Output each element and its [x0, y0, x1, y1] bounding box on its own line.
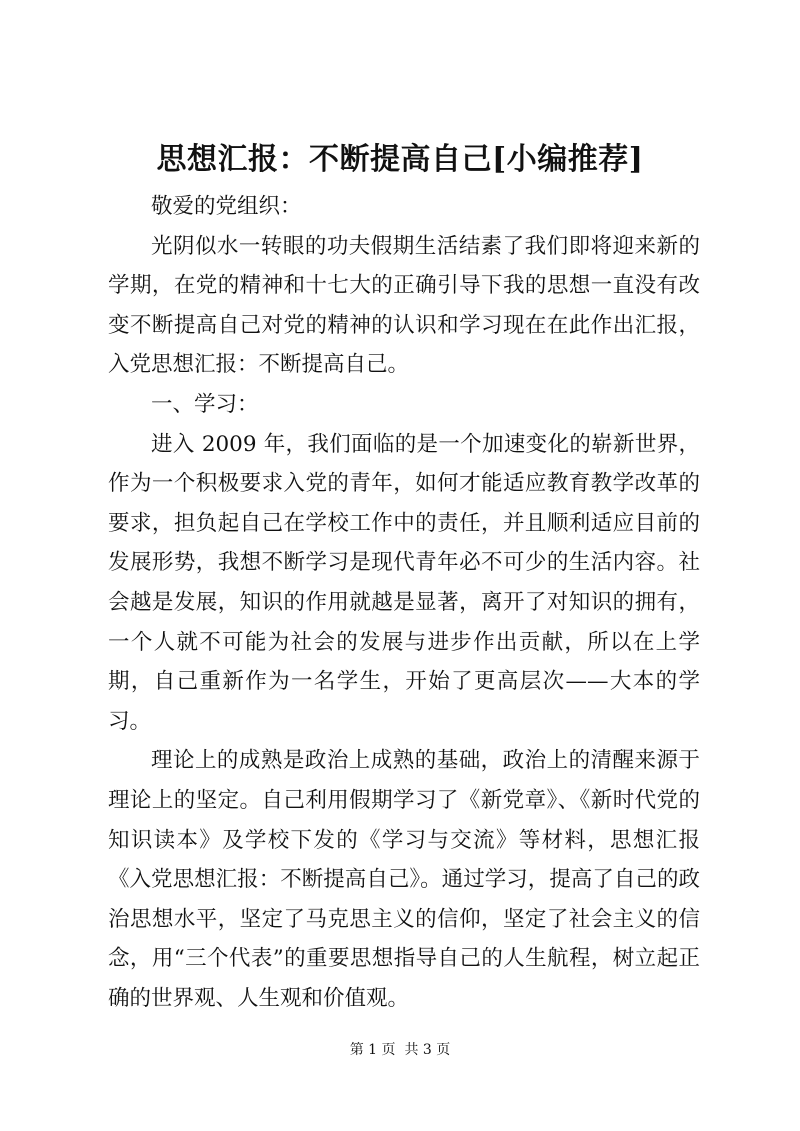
- salutation-paragraph: 敬爱的党组织：: [151, 194, 302, 219]
- document-title: 思想汇报：不断提高自己[小编推荐]: [156, 142, 644, 177]
- document-body: [108, 187, 700, 1018]
- page-footer: 第 1 页 共 3 页: [349, 1042, 451, 1058]
- body-paragraph: 进入 2009 年，我们面临的是一个加速变化的崭新世界，作为一个积极要求入党的青年，如何才能适应教育教学改革的要求，担负起自己在学校工作中的责任，并且顺利适应目前的发展形势，我想不断学习是现代青年必不可少的生活内容。社会越是发展，知识的作用就越是显著，离开了对知识的拥有，一个人就不可能为社会的发展与进步作出贡献，所以在上学期，自己重新作为一名学生，开始了更高层次——大本的学习。: [108, 431, 700, 734]
- body-paragraph: 光阴似水一转眼的功夫假期生活结素了我们即将迎来新的学期，在党的精神和十七大的正确引导下我的思想一直没有改变不断提高自己对党的精神的认识和学习现在在此作出汇报，入党思想汇报：不断提高自己。: [108, 233, 700, 378]
- body-paragraph: 理论上的成熟是政治上成熟的基础，政治上的清醒来源于理论上的坚定。自己利用假期学习了《新党章》、《新时代党的知识读本》及学校下发的《学习与交流》等材料，思想汇报《入党思想汇报：不断提高自己》。通过学习，提高了自己的政治思想水平，坚定了马克思主义的信仰，坚定了社会主义的信念，用“三个代表”的重要思想指导自己的人生航程，树立起正确的世界观、人生观和价值观。: [108, 748, 700, 1011]
- section-heading: 一、学习：: [151, 391, 259, 417]
